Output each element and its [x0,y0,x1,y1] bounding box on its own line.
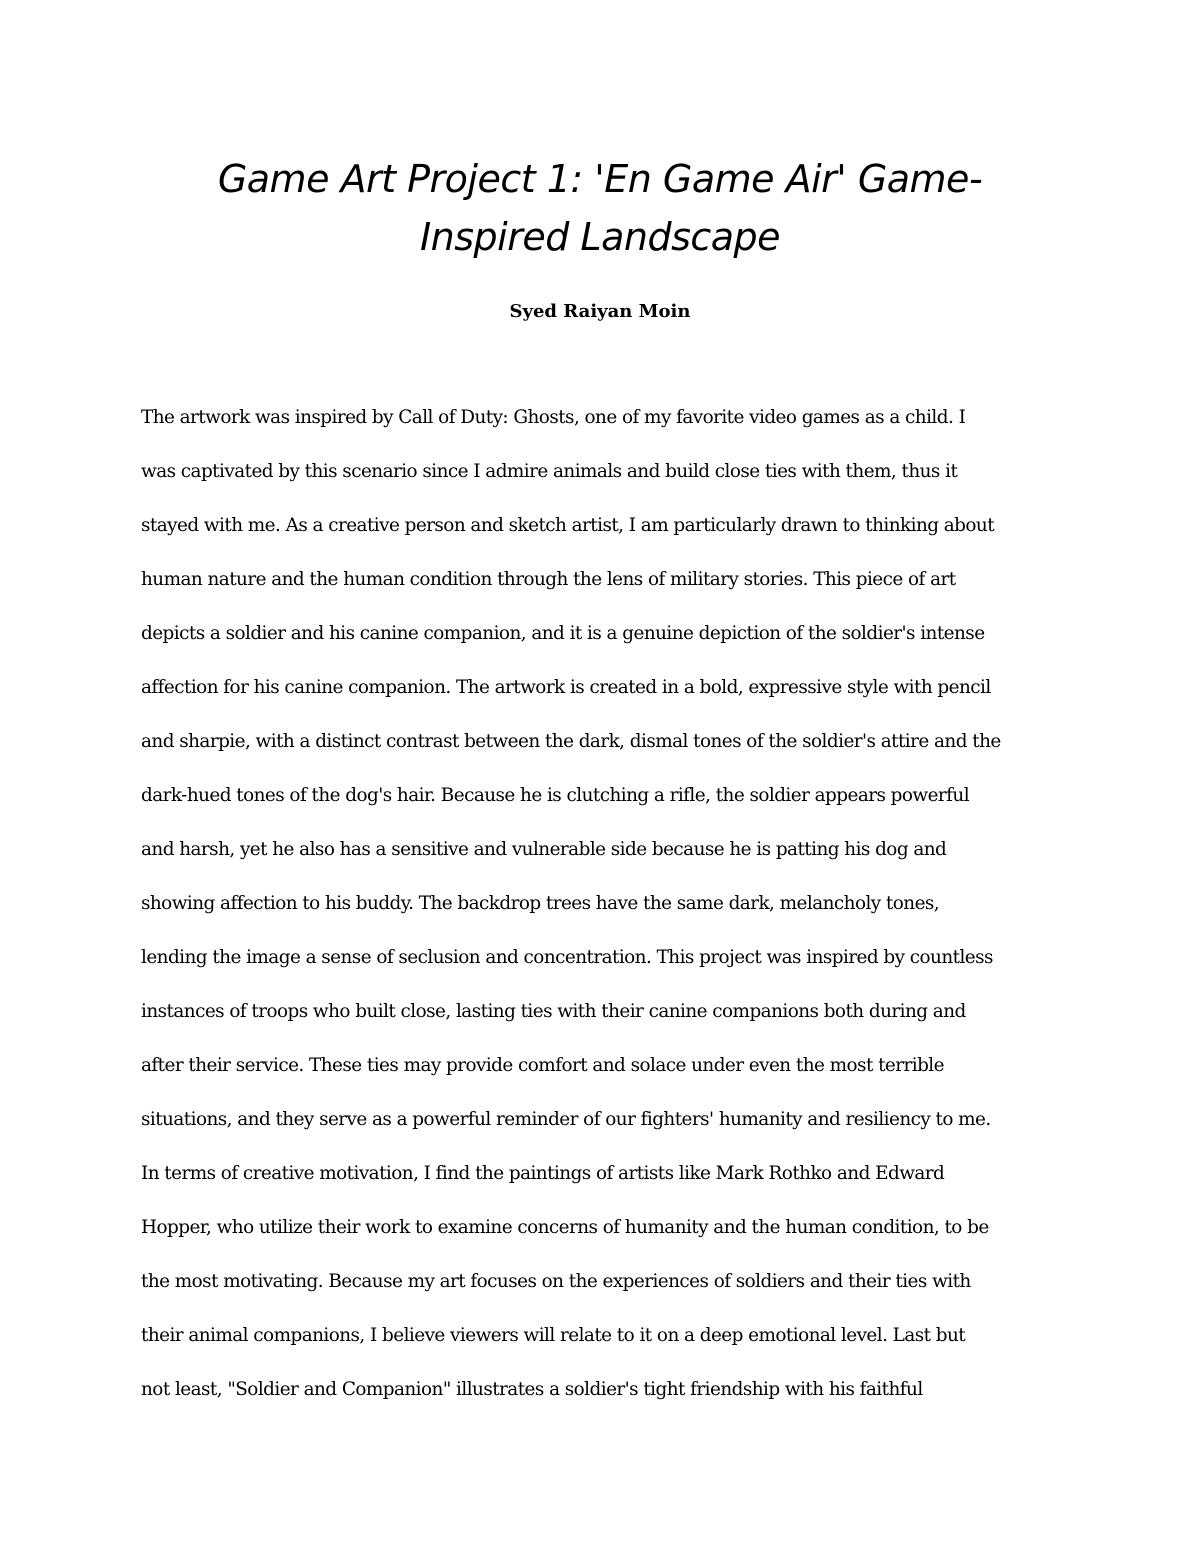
body-line: dark-hued tones of the dog's hair. Because he is clutching a rifle, the soldier appears powerful [141,785,970,806]
title-line-2: Inspired Landscape [419,215,781,259]
body-line: depicts a soldier and his canine companion, and it is a genuine depiction of the soldier's intense [141,623,985,644]
body-line: stayed with me. As a creative person and sketch artist, I am particularly drawn to thinking about [141,515,995,536]
body-line: instances of troops who built close, lasting ties with their canine companions both during and [141,1001,966,1022]
document-title [100,150,1100,266]
author-name: Syed Raiyan Moin [509,301,691,322]
body-line: their animal companions, I believe viewers will relate to it on a deep emotional level. Last but [141,1325,966,1346]
body-line: showing affection to his buddy. The backdrop trees have the same dark, melancholy tones, [141,893,940,914]
body-line: In terms of creative motivation, I find the paintings of artists like Mark Rothko and Edward [141,1163,945,1184]
body-line: Hopper, who utilize their work to examine concerns of humanity and the human condition, to be [141,1217,989,1238]
body-line: not least, "Soldier and Companion" illustrates a soldier's tight friendship with his faithful [141,1379,923,1400]
body-line: and harsh, yet he also has a sensitive and vulnerable side because he is patting his dog and [141,839,947,860]
body-line: The artwork was inspired by Call of Duty: Ghosts, one of my favorite video games as a child. I [141,407,966,428]
body-line: was captivated by this scenario since I admire animals and build close ties with them, thus it [141,461,958,482]
body-line: situations, and they serve as a powerful reminder of our fighters' humanity and resiliency to me. [141,1109,991,1130]
body-paragraph [141,400,1061,1426]
body-line: human nature and the human condition through the lens of military stories. This piece of art [141,569,956,590]
body-line: and sharpie, with a distinct contrast between the dark, dismal tones of the soldier's attire and the [141,731,1001,752]
body-line: after their service. These ties may provide comfort and solace under even the most terrible [141,1055,944,1076]
title-line-1: Game Art Project 1: 'En Game Air' Game- [217,157,983,201]
body-line: lending the image a sense of seclusion and concentration. This project was inspired by countless [141,947,993,968]
body-line: the most motivating. Because my art focuses on the experiences of soldiers and their ties with [141,1271,971,1292]
body-line: affection for his canine companion. The artwork is created in a bold, expressive style with pencil [141,677,991,698]
